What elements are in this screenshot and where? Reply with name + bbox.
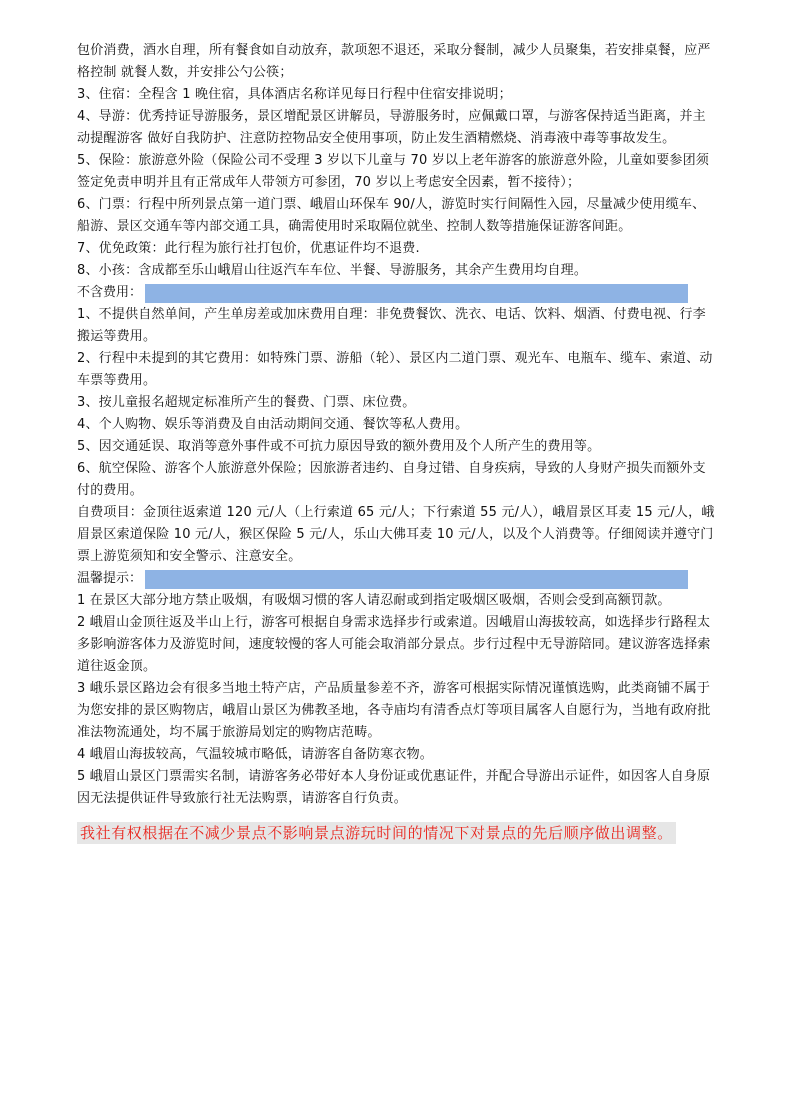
included-item: 6、门票：行程中所列景点第一道门票、峨眉山环保车 90/人，游览时实行间隔性入园，尽量减少使用缆车、船游、景区交通车等内部交通工具，确需使用时采取隔位就坐、控制人数等措施保证游客间距。	[77, 197, 706, 234]
tips-list	[77, 590, 717, 810]
included-item: 8、小孩：含成都至乐山峨眉山往返汽车车位、半餐、导游服务，其余产生费用均自理。	[77, 263, 588, 278]
included-list	[77, 40, 717, 282]
tip-item: 2 峨眉山金顶往返及半山上行，游客可根据自身需求选择步行或索道。因峨眉山海拔较高，如选择步行路程太多影响游客体力及游览时间，速度较慢的客人可能会取消部分景点。步行过程中无导游陪同。建议游客选择索道往返金顶。	[77, 615, 711, 674]
excluded-item: 5、因交通延误、取消等意外事件或不可抗力原因导致的额外费用及个人所产生的费用等。	[77, 439, 601, 454]
excluded-list	[77, 304, 717, 568]
excluded-section-header	[77, 282, 717, 304]
tip-item: 5 峨眉山景区门票需实名制，请游客务必带好本人身份证或优惠证件，并配合导游出示证件，如因客人自身原因无法提供证件导致旅行社无法购票，请游客自行负责。	[77, 769, 711, 806]
excluded-item: 1、不提供自然单间，产生单房差或加床费用自理：非免费餐饮、洗衣、电话、饮料、烟酒、付费电视、行李搬运等费用。	[77, 307, 706, 344]
included-item: 包价消费，酒水自理，所有餐食如自动放弃，款项恕不退还，采取分餐制，减少人员聚集，若安排桌餐，应严格控制 就餐人数，并安排公勺公筷；	[77, 43, 711, 80]
tip-item: 1 在景区大部分地方禁止吸烟，有吸烟习惯的客人请忍耐或到指定吸烟区吸烟，否则会受到高额罚款。	[77, 593, 671, 608]
self-pay-items: 自费项目：金顶往返索道 120 元/人（上行索道 65 元/人；下行索道 55 元/人），峨眉景区耳麦 15 元/人，峨眉景区索道保险 10 元/人，猴区保险 5 元/人，乐山大佛耳麦 10 元/人，以及个人消费等。仔细阅读并遵守门票上游览须知和安全警示、注意安全。	[77, 505, 715, 564]
tip-item: 4 峨眉山海拔较高，气温较城市略低，请游客自备防寒衣物。	[77, 747, 434, 762]
excluded-item: 6、航空保险、游客个人旅游意外保险；因旅游者违约、自身过错、自身疾病，导致的人身财产损失而额外支付的费用。	[77, 461, 706, 498]
excluded-item: 2、行程中未提到的其它费用：如特殊门票、游船（轮）、景区内二道门票、观光车、电瓶车、缆车、索道、动车票等费用。	[77, 351, 713, 388]
tips-label: 温馨提示：	[77, 571, 143, 586]
included-item: 5、保险：旅游意外险（保险公司不受理 3 岁以下儿童与 70 岁以上老年游客的旅游意外险，儿童如要参团须签定免责申明并且有正常成年人带领方可参团，70 岁以上考虑安全因素，暂不接待）；	[77, 153, 710, 190]
document-page	[77, 40, 717, 844]
excluded-label: 不含费用：	[77, 285, 143, 300]
excluded-item: 4、个人购物、娱乐等消费及自由活动期间交通、餐饮等私人费用。	[77, 417, 469, 432]
section-highlight-bar	[145, 570, 688, 589]
adjustment-notice: 我社有权根据在不减少景点不影响景点游玩时间的情况下对景点的先后顺序做出调整。	[77, 822, 676, 844]
excluded-item: 3、按儿童报名超规定标准所产生的餐费、门票、床位费。	[77, 395, 416, 410]
tip-item: 3 峨乐景区路边会有很多当地土特产店，产品质量参差不齐，游客可根据实际情况谨慎选购，此类商铺不属于为您安排的景区购物店，峨眉山景区为佛教圣地，各寺庙均有清香点灯等项目属客人自愿行为，当地有政府批准法物流通处，均不属于旅游局划定的购物店范畴。	[77, 681, 711, 740]
tips-section-header	[77, 568, 717, 590]
included-item: 7、优免政策：此行程为旅行社打包价，优惠证件均不退费.	[77, 241, 420, 256]
included-item: 3、住宿：全程含 1 晚住宿，具体酒店名称详见每日行程中住宿安排说明；	[77, 87, 512, 102]
section-highlight-bar	[145, 284, 688, 303]
included-item: 4、导游：优秀持证导游服务，景区增配景区讲解员，导游服务时，应佩戴口罩，与游客保持适当距离，并主动提醒游客 做好自我防护、注意防控物品安全使用事项，防止发生酒精燃烧、消毒液中毒等事故发生。	[77, 109, 706, 146]
